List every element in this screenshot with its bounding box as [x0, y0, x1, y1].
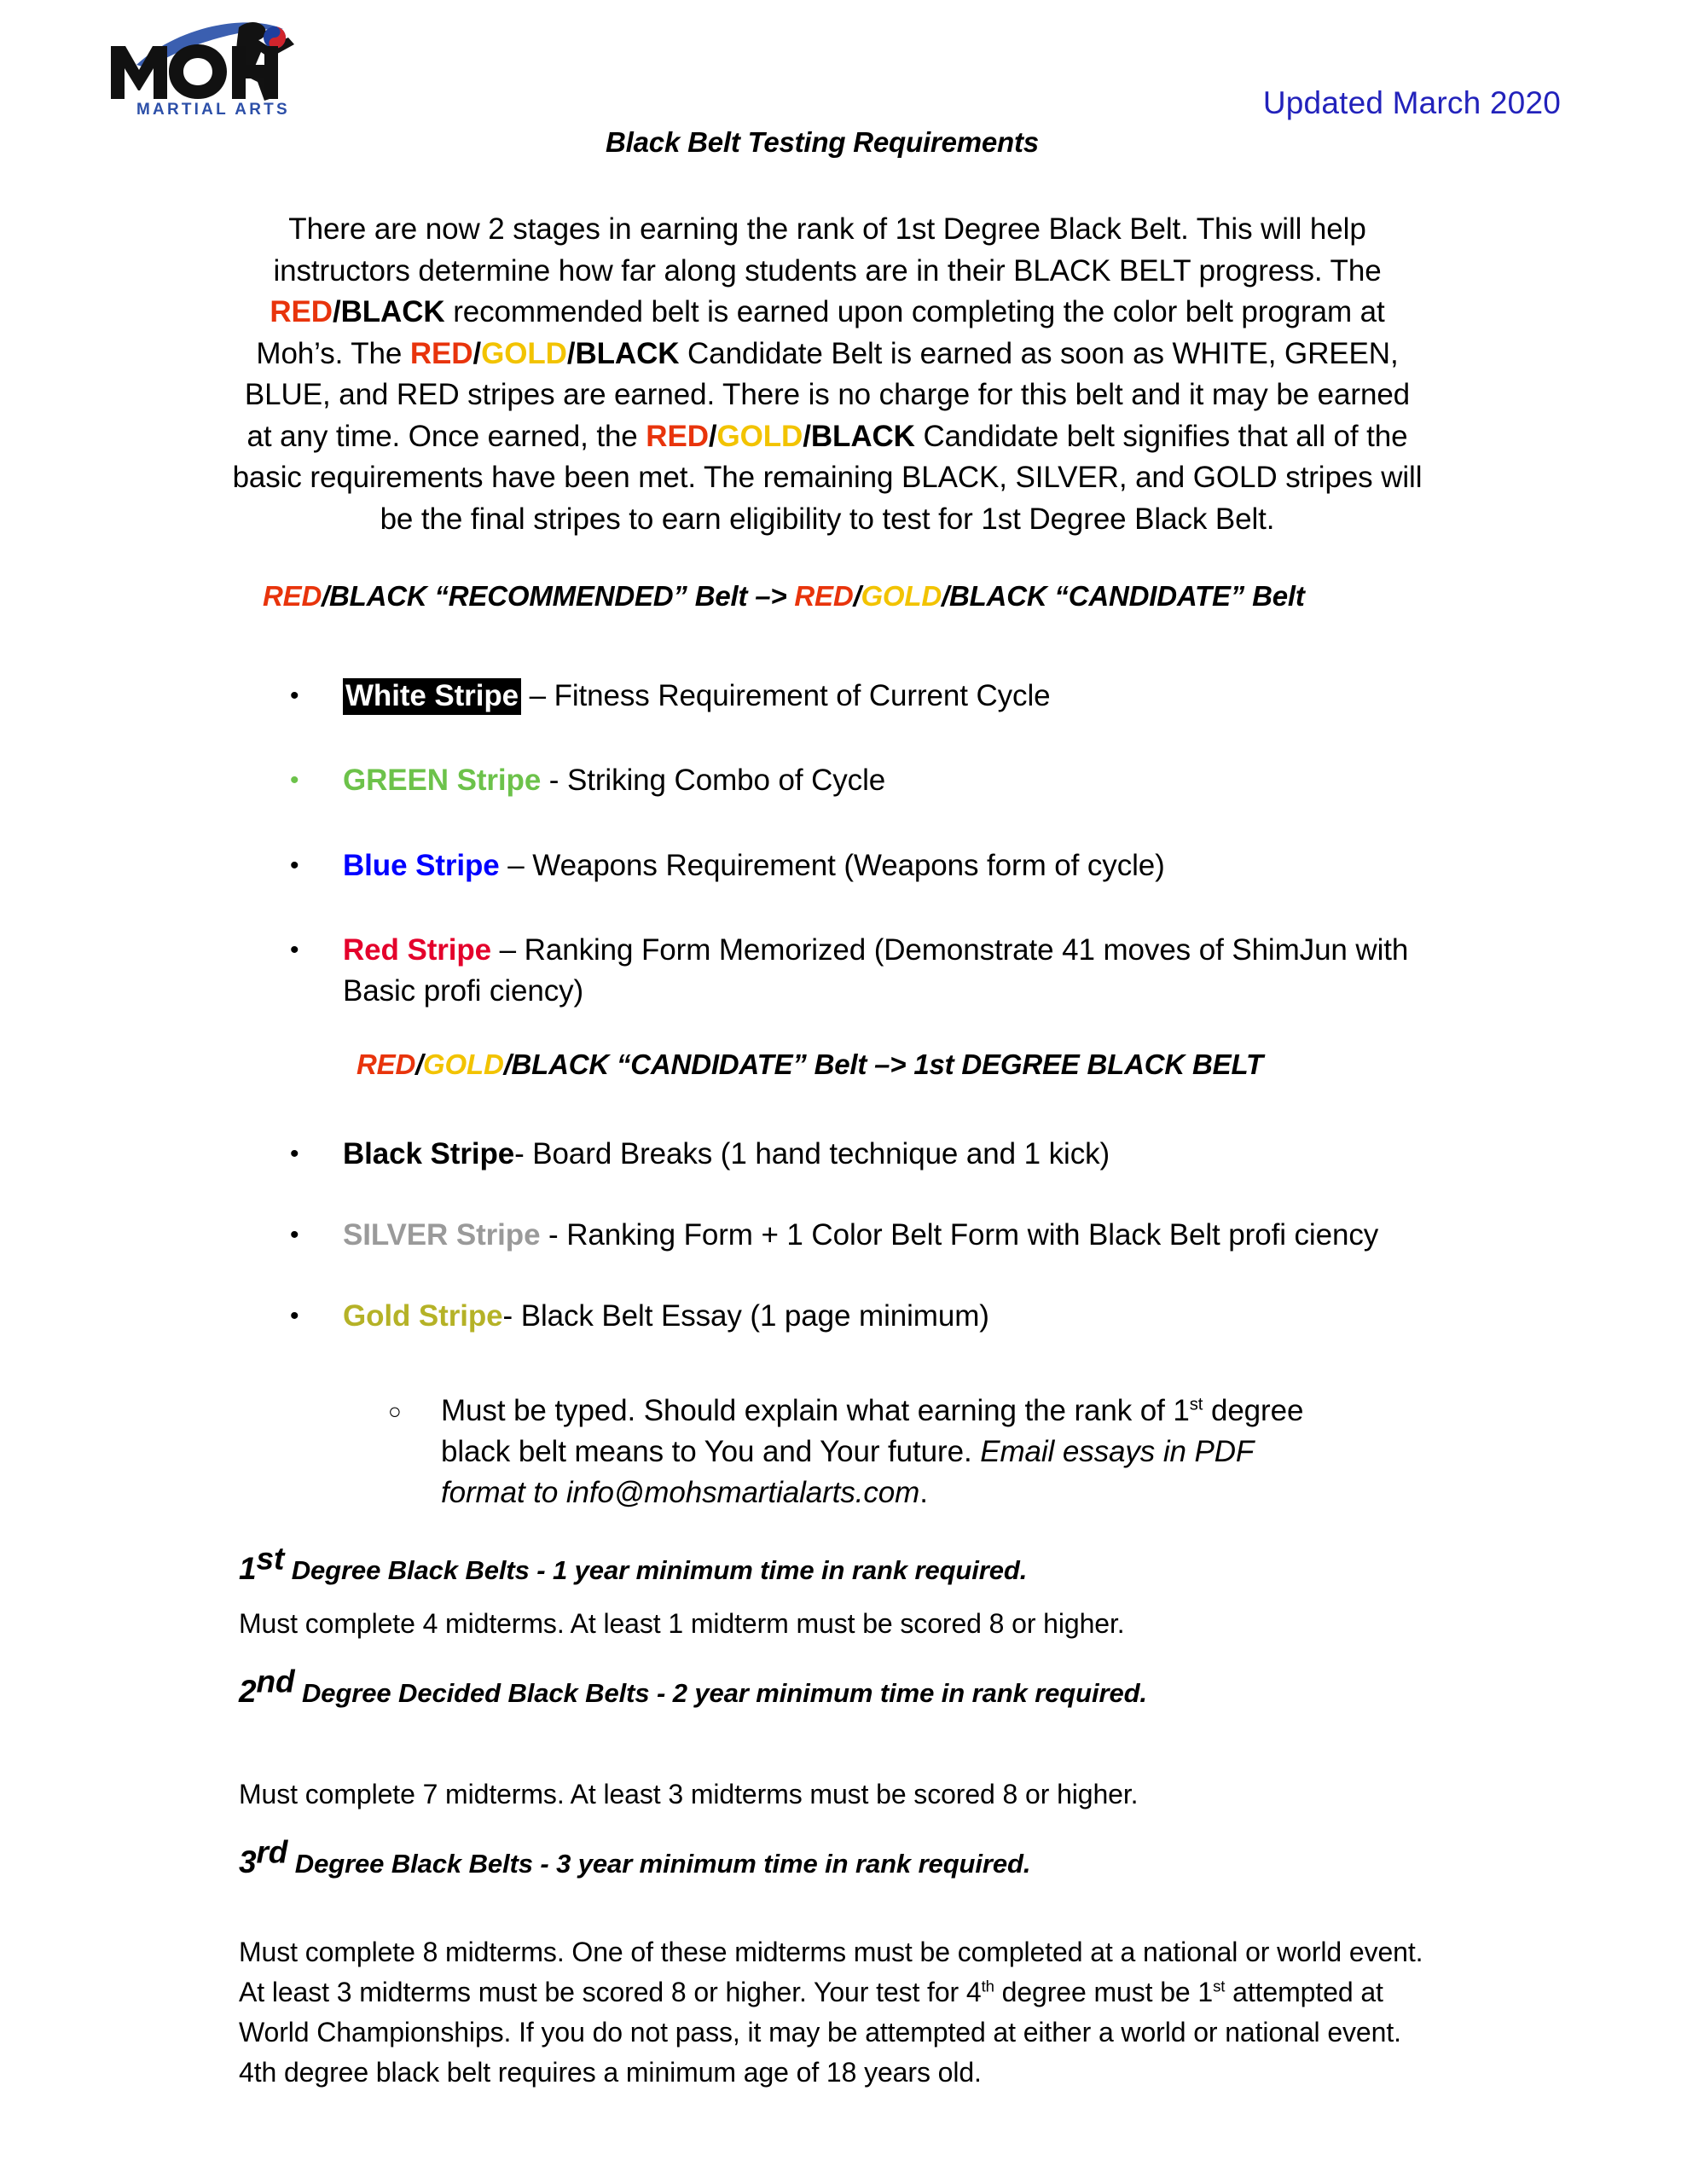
essay-italic-1: Email essays in PDF format to info@mohsmartialarts.com — [441, 1435, 1254, 1509]
intro-red-3: RED — [646, 419, 709, 453]
list-item-blue-stripe — [290, 845, 1424, 886]
head2-red-1: RED — [357, 1048, 416, 1080]
list-item-body — [343, 1296, 1424, 1337]
list-item-silver-stripe — [290, 1215, 1424, 1256]
list-item-body — [343, 760, 1424, 801]
third-degree-text-3: attempted at World Championships. If you do not pass, it may be attempted at either a world or national event. 4th degree black belt requires a minimum age of 18 years old. — [239, 1977, 1401, 2088]
essay-sup-1: st — [1189, 1395, 1203, 1414]
essay-text-1: Must be typed. Should explain what earning the rank of 1 — [441, 1394, 1190, 1427]
intro-seg-4: Candidate belt signifies that all of the basic requirements have been met. The remaining BLACK, SILVER, and GOLD stripes will be the final stripes to earn eligibility to test for 1st Degree Black Belt. — [232, 419, 1423, 536]
intro-slash-5: / — [803, 419, 811, 453]
heading-second-degree — [239, 1664, 1147, 1710]
bullet-marker: • — [290, 766, 299, 794]
paragraph-second-degree: Must complete 7 midterms. At least 3 midterms must be scored 8 or higher. — [239, 1779, 1139, 1809]
sub-list-item-body — [441, 1391, 1326, 1513]
blue-stripe-text: – Weapons Requirement (Weapons form of cycle) — [499, 849, 1165, 882]
moh-martial-arts-logo — [85, 15, 333, 118]
head2-tail: /BLACK “CANDIDATE” Belt –> 1st DEGREE BLACK BELT — [503, 1048, 1263, 1080]
degree-heading-3: Degree Black Belts - 3 year minimum time in rank required. — [287, 1849, 1031, 1879]
degree-number-2: 2 — [239, 1674, 257, 1709]
head1-mid-1: /BLACK “RECOMMENDED” Belt –> — [322, 580, 795, 612]
intro-seg-2: recommended belt is earned upon completing the color belt program at Moh’s. The — [256, 295, 1385, 370]
intro-slash-1: / — [332, 295, 341, 328]
list-item-body — [343, 930, 1424, 1012]
green-stripe-label: GREEN Stripe — [343, 764, 542, 797]
list-item-body — [343, 1134, 1424, 1175]
heading-candidate-to-blackbelt — [357, 1048, 1263, 1081]
heading-first-degree — [239, 1541, 1028, 1587]
blue-stripe-label: Blue Stripe — [343, 849, 500, 882]
bullet-marker: • — [290, 1140, 299, 1168]
bullet-marker: • — [290, 851, 299, 880]
red-stripe-text: – Ranking Form Memorized (Demonstrate 41 moves of ShimJun with Basic profi ciency) — [343, 933, 1409, 1008]
updated-date: Updated March 2020 — [1262, 85, 1561, 120]
intro-slash-2: / — [472, 336, 482, 370]
page-title — [0, 126, 1687, 159]
logo-svg — [85, 15, 333, 118]
paragraph-first-degree: Must complete 4 midterms. At least 1 midterm must be scored 8 or higher. — [239, 1608, 1125, 1639]
sub-list-item-essay-requirements — [388, 1391, 1326, 1513]
intro-black-1: BLACK — [340, 295, 445, 328]
degree-heading-2: Degree Decided Black Belts - 2 year minimum time in rank required. — [294, 1678, 1147, 1708]
heading-recommended-to-candidate — [263, 580, 1305, 613]
silver-stripe-label: SILVER Stripe — [343, 1218, 541, 1252]
degree-number-3: 3 — [239, 1844, 257, 1879]
page-title-text: Black Belt Testing Requirements — [606, 126, 1039, 158]
essay-text-3: . — [919, 1476, 928, 1509]
degree-heading-1: Degree Black Belts - 1 year minimum time in rank required. — [284, 1555, 1028, 1585]
intro-paragraph — [230, 209, 1424, 540]
silver-stripe-text: - Ranking Form + 1 Color Belt Form with Black Belt profi ciency — [540, 1218, 1379, 1252]
bullet-marker: • — [290, 936, 299, 964]
list-item-gold-stripe — [290, 1296, 1424, 1337]
third-degree-text-1: Must complete 8 midterms. One of these midterms must be completed at a national or world event. At least 3 midterms must be scored 8 or higher. Your test for 4 — [239, 1937, 1423, 2007]
head2-gold-1: GOLD — [423, 1048, 504, 1080]
black-stripe-text: - Board Breaks (1 hand technique and 1 kick) — [514, 1137, 1110, 1170]
list-item-green-stripe — [290, 760, 1424, 801]
list-item-red-stripe — [290, 930, 1424, 1012]
bullet-marker: • — [290, 1302, 299, 1330]
third-degree-sup-1: th — [981, 1977, 994, 1995]
essay-text-2: degree black belt means to You and Your future. — [441, 1394, 1304, 1468]
intro-red-2: RED — [409, 336, 473, 370]
intro-seg-1: There are now 2 stages in earning the rank of 1st Degree Black Belt. This will help instructors determine how far along students are in their BLACK BELT progress. The — [273, 212, 1382, 288]
head1-gold-1: GOLD — [861, 580, 942, 612]
intro-gold-3: GOLD — [716, 419, 803, 453]
head2-slash-1: / — [415, 1048, 424, 1080]
intro-slash-3: / — [566, 336, 576, 370]
intro-gold-2: GOLD — [481, 336, 567, 370]
red-stripe-label: Red Stripe — [343, 933, 492, 967]
logo-tagline-text: MARTIAL ARTS — [136, 101, 290, 118]
gold-stripe-label: Gold Stripe — [343, 1299, 503, 1333]
sub-bullet-marker: ○ — [388, 1398, 402, 1424]
intro-red-1: RED — [270, 295, 333, 328]
head1-slash-1: / — [853, 580, 861, 612]
third-degree-sup-2: st — [1213, 1977, 1226, 1995]
intro-black-3: BLACK — [810, 419, 915, 453]
black-stripe-label: Black Stripe — [343, 1137, 515, 1170]
white-stripe-text: – Fitness Requirement of Current Cycle — [520, 679, 1051, 712]
degree-sup-3: rd — [256, 1834, 288, 1870]
heading-third-degree — [239, 1834, 1031, 1880]
list-item-white-stripe — [290, 676, 1424, 717]
degree-sup-2: nd — [256, 1664, 295, 1699]
list-item-body — [343, 676, 1424, 717]
list-item-black-stripe — [290, 1134, 1424, 1175]
list-item-body — [343, 1215, 1424, 1256]
green-stripe-text: - Striking Combo of Cycle — [541, 764, 886, 797]
head1-tail: /BLACK “CANDIDATE” Belt — [942, 580, 1305, 612]
paragraph-third-degree — [239, 1932, 1433, 2093]
head1-red-2: RED — [794, 580, 854, 612]
bullet-marker: • — [290, 682, 299, 710]
third-degree-text-2: degree must be 1 — [994, 1977, 1214, 2007]
degree-sup-1: st — [256, 1541, 285, 1577]
gold-stripe-text: - Black Belt Essay (1 page minimum) — [502, 1299, 989, 1333]
intro-slash-4: / — [708, 419, 717, 453]
degree-number-1: 1 — [239, 1551, 257, 1586]
list-item-body — [343, 845, 1424, 886]
bullet-marker: • — [290, 1221, 299, 1249]
head1-red-1: RED — [263, 580, 322, 612]
white-stripe-label: White Stripe — [343, 678, 521, 715]
intro-seg-3: Candidate Belt is earned as soon as WHITE, GREEN, BLUE, and RED stripes are earned. There is no charge for this belt and it may be earned at any time. Once earned, the — [244, 336, 1411, 453]
intro-black-2: BLACK — [575, 336, 680, 370]
